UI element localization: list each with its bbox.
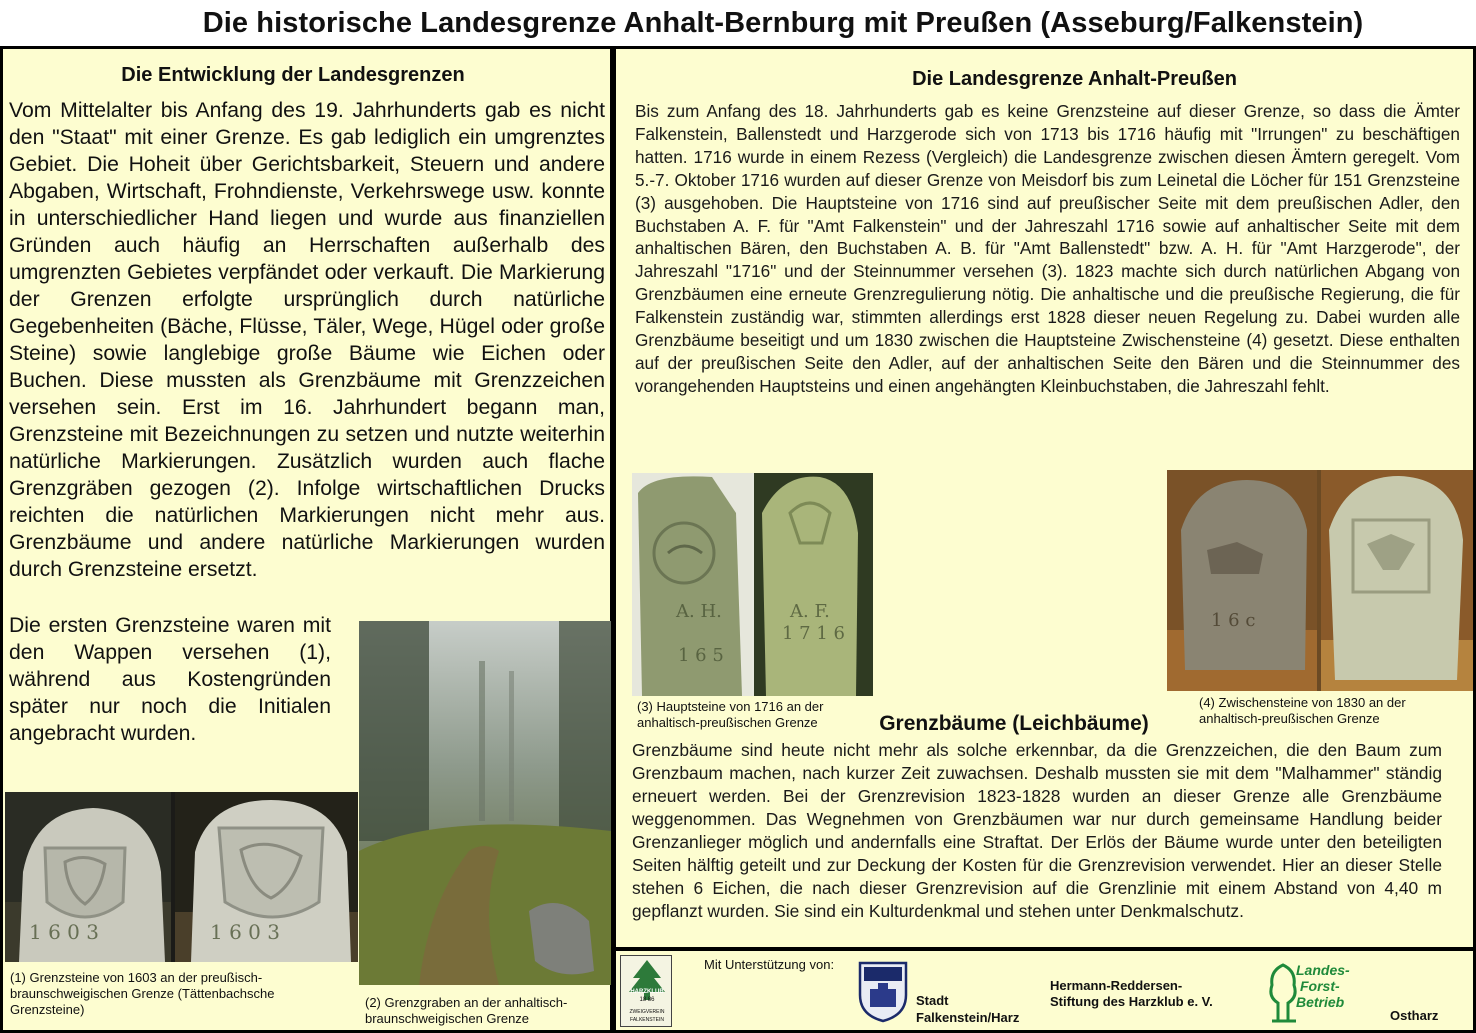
harzklub-text: HARZKLUB <box>630 989 664 995</box>
left-paragraph-2: Die ersten Grenzsteine waren mit den Wappen versehen (1), während aus Kostengründen später nur noch die Initialen angebracht wurden. <box>9 614 331 745</box>
harzklub-sub1: ZWEIGVEREIN <box>629 1009 665 1015</box>
caption-photo-1: (1) Grenzsteine von 1603 an der preußisch-braunschweigischen Grenze (Tättenbachsche Grenzsteine) <box>10 970 275 1017</box>
photo-grenzsteine-1603 <box>5 792 358 962</box>
grenzgraben-image <box>359 621 611 985</box>
harzklub-sub2: FALKENSTEIN <box>630 1017 664 1023</box>
left-panel <box>3 49 610 1030</box>
stone-inscription-1603-b: 1 6 0 3 <box>210 920 280 944</box>
stiftung-line2: Stiftung des Harzklub e. V. <box>1050 994 1213 1009</box>
left-paragraph-1: Vom Mittelalter bis Anfang des 19. Jahrhunderts gab es nicht den "Staat" mit einer Grenze. Es gab lediglich ein umgrenztes Gebiet. Die Hoheit über Gerichtsbarkeit, Steuern und andere Abgaben, Wirtschaft, Frohndienste, Verkehrswege usw. konnte in unterschiedlicher Hand liegen und wurde aus finanziellen Gründen auch häufig an Herrschaften außerhalb des umgrenzten Gebietes verpfändet oder verkauft. Die Markierung der Grenzen erfolgte ursprünglich durch natürliche Gegebenheiten (Bäche, Flüsse, Täler, Wege, Hügel oder große Steine) sowie langlebige große Bäume wie Eichen oder Buchen. Diese mussten als Grenzbäume mit Grenzzeichen versehen sein. Erst im 16. Jahrhundert begann man, Grenzsteine mit Bezeichnungen zu setzen und nutzte weiterhin natürliche Markierungen. Zusätzlich wurden auch flache Grenzgräben gezogen (2). Infolge wirtschaftlichen Drucks reichten die natürlichen Markierungen nicht mehr aus. Grenzbäume und andere natürliche Markierungen wurden durch Grenzsteine ersetzt. <box>9 99 605 581</box>
landesforst-logo <box>1266 961 1350 1025</box>
stone-inscription-ah-number: 1 6 5 <box>678 645 724 666</box>
right-panel <box>616 49 1473 947</box>
forst-line3: Betrieb <box>1296 994 1345 1010</box>
stadt-line1: Stadt <box>916 993 949 1008</box>
stadt-coat-of-arms <box>856 959 910 1023</box>
caption-photo-3: (3) Hauptsteine von 1716 an der anhaltisch-preußischen Grenze <box>637 699 824 730</box>
caption-photo-2: (2) Grenzgraben an der anhaltisch-braunschweigischen Grenze <box>365 995 568 1026</box>
stadt-line2: Falkenstein/Harz <box>916 1010 1020 1025</box>
stone-inscription-1603-a: 1 6 0 3 <box>29 920 99 944</box>
forst-line1: Landes- <box>1296 962 1350 978</box>
photo-zwischensteine-1830 <box>1167 470 1473 691</box>
stone-inscription-af: A. F. <box>790 601 830 622</box>
harzklub-year: 18 86 <box>639 997 655 1003</box>
forst-line2: Forst- <box>1300 978 1340 994</box>
ostharz-label: Ostharz <box>1390 1008 1439 1023</box>
stone-inscription-16c: 1 6 c <box>1211 610 1256 631</box>
grenzbaeume-heading: Grenzbäume (Leichbäume) <box>879 712 1149 735</box>
stone-inscription-ah: A. H. <box>676 601 722 622</box>
coat-of-arms-icon <box>856 959 910 1023</box>
zwischensteine-1830-image <box>1167 470 1473 691</box>
left-heading: Die Entwicklung der Landesgrenzen <box>121 64 465 86</box>
hauptsteine-1716-image <box>632 473 873 696</box>
photo-hauptsteine-1716 <box>632 473 873 696</box>
right-heading: Die Landesgrenze Anhalt-Preußen <box>912 68 1237 90</box>
photo-grenzgraben <box>359 621 611 985</box>
stiftung-line1: Hermann-Reddersen- <box>1050 978 1183 993</box>
grenzbaeume-paragraph: Grenzbäume sind heute nicht mehr als solche erkennbar, da die Grenzzeichen, die den Baum zum Grenzbaum machen, nach kurzer Zeit zuwachsen. Deshalb mussten sie mit dem "Malhammer" ständig erneuert werden. Bei der Grenzrevision 1823-1828 wurden an dieser Grenze alle Grenzbäume weggenommen. Das Wegnehmen von Grenzbäumen war nur durch gemeinsame Handlung beider Grenzanlieger möglich und andernfalls eine Straftat. Der Erlös der Bäume wurde unter den beteiligten Seiten hälftig geteilt und zur Deckung der Kosten für die Grenzrevision verwendet. Hier an dieser Stelle stehen 6 Eichen, die nach dieser Grenzrevision auf die Grenzlinie mit einem Abstand von 4,40 m gepflanzt wurden. Sie sind ein Kulturdenkmal und stehen unter Denkmalschutz. <box>632 740 1442 921</box>
right-paragraph: Bis zum Anfang des 18. Jahrhunderts gab es keine Grenzsteine auf dieser Grenze, so dass die Ämter Falkenstein, Ballenstedt und Harzgerode sich von 1713 bis 1716 häufig mit "Irrungen" zu beschäftigen hatten. 1716 wurde in einem Rezess (Vergleich) die Landesgrenze zwischen diesen Ämtern geregelt. Vom 5.-7. Oktober 1716 wurden auf dieser Grenze von Meisdorf bis zum Leinetal die Löcher für 151 Grenzsteine (3) ausgehoben. Die Hauptsteine von 1716 sind auf preußischer Seite mit dem preußischen Adler, den Buchstaben A. F. für "Amt Falkenstein" und der Jahreszahl 1716 sowie auf anhaltischer Seite mit dem anhaltischen Bären, den Buchstaben A. B. für "Amt Ballenstedt" bzw. A. H. für "Amt Harzgerode", der Jahreszahl "1716" und der Steinnummer versehen (3). 1823 machte sich durch natürlichen Abgang von Grenzbäumen eine erneute Grenzregulierung nötig. Die anhaltische und die preußische Regierung, die für Falkenstein zuständig war, stimmten allerdings erst 1828 dieser neuen Regelung zu. Dabei wurden alle Grenzbäume beseitigt und um 1830 zwischen die Hauptsteine Zwischensteine (4) gesetzt. Diese enthalten auf der preußischen Seite den Adler, auf der anhaltischen Seite den Bären und die Steinnummer des vorangehenden Hauptsteins und einen angehängten Kleinbuchstaben, die Jahreszahl fehlt. <box>635 101 1460 396</box>
stone-inscription-af-year: 1 7 1 6 <box>782 623 845 644</box>
page-title: Die historische Landesgrenze Anhalt-Bernburg mit Preußen (Asseburg/Falkenstein) <box>0 0 1476 46</box>
poster-board <box>0 46 1476 1033</box>
caption-photo-4: (4) Zwischensteine von 1830 an der anhaltisch-preußischen Grenze <box>1199 695 1406 726</box>
harzklub-logo <box>620 955 672 1027</box>
forst-tree-icon <box>1266 961 1300 1025</box>
support-label: Mit Unterstützung von: <box>704 957 835 972</box>
sponsor-footer <box>616 951 1473 1030</box>
